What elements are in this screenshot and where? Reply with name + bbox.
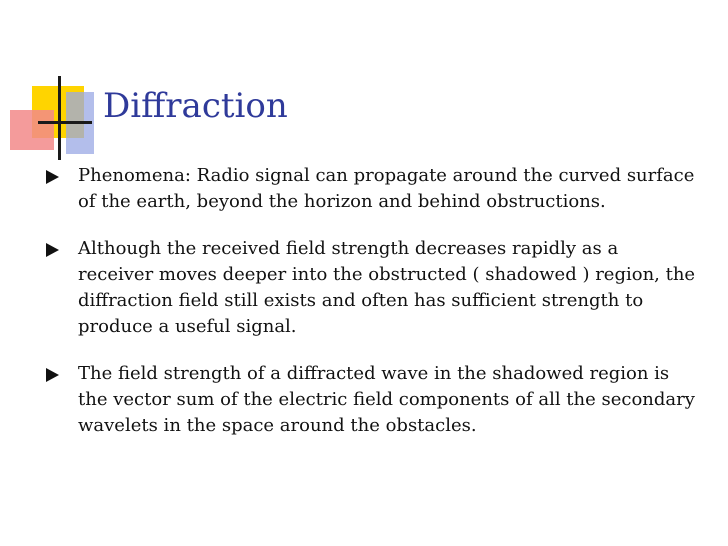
bullet-item <box>46 236 696 340</box>
bullet-text: Phenomena: Radio signal can propagate around the curved surface of the earth, beyond the horizon and behind obstructions. <box>78 165 695 212</box>
bullet-list <box>46 163 696 460</box>
bullet-item <box>46 361 696 439</box>
triangle-bullet-icon <box>46 368 59 382</box>
triangle-bullet-icon <box>46 243 59 257</box>
bullet-text: Although the received field strength decreases rapidly as a receiver moves deeper into the obstructed ( shadowed ) region, the diffraction field still exists and often has sufficient strength to produce a useful signal. <box>78 238 696 337</box>
red-square-decoration <box>10 110 54 150</box>
slide-title: Diffraction <box>103 86 288 126</box>
bullet-text: The field strength of a diffracted wave in the shadowed region is the vector sum of the electric field components of all the secondary wavelets in the space around the obstacles. <box>78 363 695 436</box>
triangle-bullet-icon <box>46 170 59 184</box>
horizontal-line-decoration <box>38 121 92 124</box>
vertical-line-decoration <box>58 76 61 160</box>
bullet-item <box>46 163 696 215</box>
